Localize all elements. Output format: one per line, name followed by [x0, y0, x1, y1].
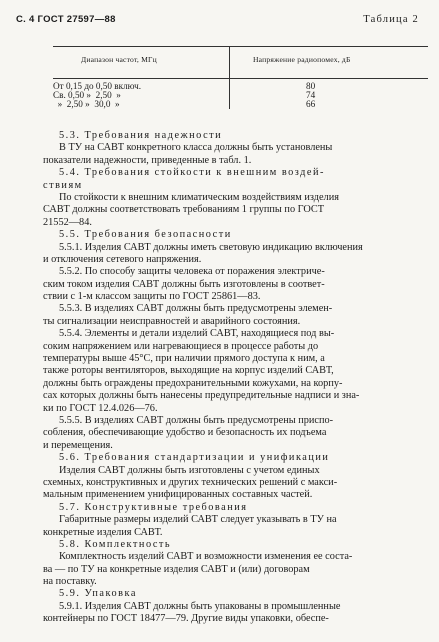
paragraph-line: мальным применением унифицированных составных частей. — [43, 489, 313, 501]
paragraph-line: соким напряжением или нагревающиеся в процессе работы до — [43, 340, 319, 352]
paragraph-line: конкретные изделия САВТ. — [43, 526, 163, 538]
paragraph-line: По стойкости к внешним климатическим воздействиям изделия — [59, 191, 339, 203]
table-cell-value: 74 — [306, 90, 316, 100]
paragraph-line: показатели надежности, приведенные в табл. 1. — [43, 154, 252, 166]
table-cell-value: 66 — [306, 99, 316, 109]
table-header — [53, 47, 428, 78]
table-cell-value: 80 — [306, 81, 316, 91]
paragraph-line: 5.5.3. В изделиях САВТ должны быть предусмотрены элемен- — [59, 303, 333, 315]
document-body — [43, 130, 429, 626]
section-heading: 5.7. Конструктивные требования — [59, 501, 248, 513]
page-number-standard: С. 4 ГОСТ 27597—88 — [16, 14, 116, 25]
paragraph-line: 5.9.1. Изделия САВТ должны быть упакованы в промышленные — [59, 600, 341, 612]
paragraph-line: 21552—84. — [43, 216, 92, 228]
paragraph-line: схемных, конструктивных и других технических решений с макси- — [43, 476, 338, 488]
table-cell-frequency: Св. 0,50 » 2,50 » — [53, 90, 121, 100]
table-body — [53, 79, 428, 109]
paragraph-line: Габаритные размеры изделий САВТ следует указывать в ТУ на — [59, 514, 337, 526]
paragraph-line: и перемещения. — [43, 439, 113, 451]
paragraph-line: 5.5.4. Элементы и детали изделий САВТ, находящиеся под вы- — [59, 328, 335, 340]
paragraph-line: температуры выше 45°С, при наличии прямого доступа к ним, а — [43, 353, 325, 365]
frequency-table — [53, 46, 428, 109]
paragraph-line: контейнеры по ГОСТ 18477—79. Другие виды упаковки, обеспе- — [43, 613, 329, 625]
paragraph-line: 5.5.1. Изделия САВТ должны иметь световую индикацию включения — [59, 241, 363, 253]
paragraph-line: ки по ГОСТ 12.4.026—76. — [43, 402, 158, 414]
section-heading: 5.6. Требования стандартизации и унификации — [59, 452, 330, 464]
section-heading: ствиям — [43, 179, 83, 191]
paragraph-line: 5.5.5. В изделиях САВТ должны быть предусмотрены приспо- — [59, 414, 334, 426]
column-header-voltage: Напряжение радиопомех, дБ — [253, 55, 351, 64]
section-heading: 5.4. Требования стойкости к внешним воздей- — [59, 167, 325, 179]
paragraph-line: 5.5.2. По способу защиты человека от поражения электриче- — [59, 266, 325, 278]
section-heading: 5.8. Комплектность — [59, 538, 172, 550]
section-heading: 5.9. Упаковка — [59, 588, 137, 600]
paragraph-line: и отключения сетевого напряжения. — [43, 253, 202, 265]
paragraph-line: должны быть ограждены предохранительными кожухами, на корпу- — [43, 377, 343, 389]
column-header-frequency: Диапазон частот, МГц — [81, 55, 157, 64]
paragraph-line: Изделия САВТ должны быть изготовлены с учетом единых — [59, 464, 320, 476]
section-heading: 5.3. Требования надежности — [59, 130, 223, 141]
page-header — [16, 14, 419, 28]
paragraph-line: ствии с 1-м классом защиты по ГОСТ 25861—83. — [43, 291, 261, 303]
table-cell-frequency: » 2,50 » 30,0 » — [53, 99, 120, 109]
table-cell-frequency: От 0,15 до 0,50 включ. — [53, 81, 142, 91]
section-heading: 5.5. Требования безопасности — [59, 229, 232, 241]
paragraph-line: ва — по ТУ на конкретные изделия САВТ и (или) договорам — [43, 563, 310, 575]
table-column-divider — [229, 47, 230, 78]
paragraph-line: САВТ должны соответствовать требованиям 1 группы по ГОСТ — [43, 204, 325, 216]
table-row — [53, 99, 428, 109]
paragraph-line: Комплектность изделий САВТ и возможности изменения ее соста- — [59, 551, 353, 563]
paragraph-line: сах которых должны быть нанесены предупредительные надписи и зна- — [43, 390, 360, 402]
table-caption: Таблица 2 — [363, 14, 419, 25]
paragraph-line: собления, обеспечивающие удобство и безопасность их подъема — [43, 427, 327, 439]
paragraph-line: также роторы вентиляторов, выходящие на корпус изделий САВТ, — [43, 365, 334, 377]
paragraph-line: В ТУ на САВТ конкретного класса должны быть установлены — [59, 142, 333, 154]
paragraph-line: ты сигнализации неисправностей и аварийного состояния. — [43, 315, 301, 327]
paragraph-line: на поставку. — [43, 576, 97, 588]
paragraph-line: ским током изделия САВТ должны быть изготовлены в соответ- — [43, 278, 325, 290]
